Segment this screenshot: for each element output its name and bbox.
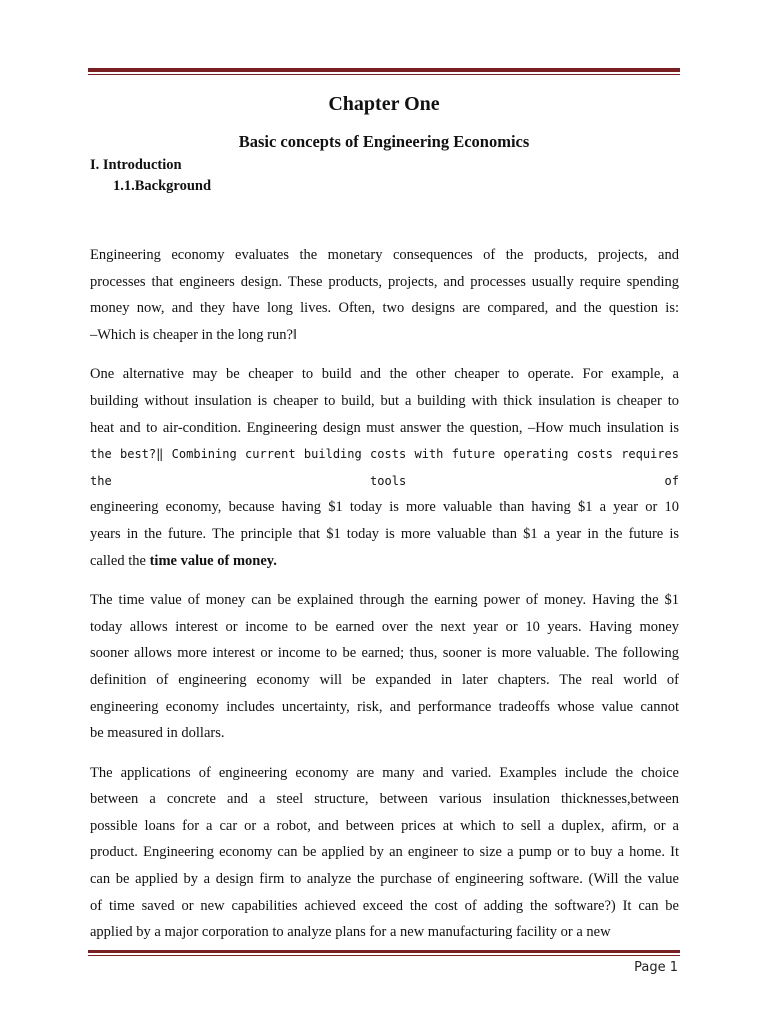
paragraph-line: Engineering economy evaluates the monetary consequences of the products, projects, and [90, 247, 679, 263]
paragraph-line: The applications of engineering economy are many and varied. Examples include the choice [90, 764, 679, 781]
emphasis-term: time value of money. [149, 552, 277, 569]
paragraph-line: definition of engineering economy will be expanded in later chapters. The real world of [90, 671, 679, 688]
paragraph-text: called the [90, 552, 150, 569]
footer-rule [88, 950, 680, 953]
paragraph-4 [90, 760, 679, 946]
paragraph-2 [90, 361, 679, 574]
paragraph-line: of time saved or new capabilities achieved exceed the cost of adding the software?) It can be [90, 897, 679, 914]
paragraph-line: –Which is cheaper in the long run?‖ [90, 326, 298, 343]
paragraph-line: money now, and they have long lives. Often, two designs are compared, and the question is: [90, 300, 679, 317]
paragraph-line-last [90, 548, 679, 575]
paragraph-line: sooner allows more interest or income to be earned; thus, sooner is more valuable. The following [90, 645, 679, 662]
footer-rule-thin [88, 955, 680, 956]
paragraph-line: product. Engineering economy can be applied by an engineer to size a pump or to buy a home. It [90, 844, 679, 861]
paragraph-line: possible loans for a car or a robot, and between prices at which to sell a duplex, afirm, or a [90, 817, 679, 834]
paragraph-line: One alternative may be cheaper to build and the other cheaper to operate. For example, a [90, 366, 679, 383]
paragraph-3 [90, 587, 679, 747]
header-rule-thin [88, 74, 680, 75]
header-rule [88, 68, 680, 72]
paragraph-line: can be applied by a design firm to analyze the purchase of engineering software. (Will the value [90, 871, 679, 888]
chapter-title: Chapter One [328, 93, 440, 115]
paragraph-line: building without insulation is cheaper to build, but a building with thick insulation is cheaper to [90, 392, 679, 409]
paragraph-line: engineering economy includes uncertainty, risk, and performance tradeoffs whose value cannot [90, 698, 679, 715]
paragraph-line: today allows interest or income to be earned over the next year or 10 years. Having money [90, 618, 679, 635]
paragraph-line: The time value of money can be explained through the earning power of money. Having the $1 [90, 592, 679, 609]
paragraph-line: heat and to air-condition. Engineering design must answer the question, –How much insulation is [90, 419, 679, 436]
paragraph-line: years in the future. The principle that $1 today is more valuable than $1 a year in the future is [90, 525, 679, 542]
section-heading: I. Introduction [90, 157, 182, 173]
paragraph-line: be measured in dollars. [90, 725, 225, 742]
paragraph-line: applied by a major corporation to analyze plans for a new manufacturing facility or a new [90, 924, 611, 941]
paragraph-1 [90, 242, 679, 348]
paragraph-line: between a concrete and a steel structure, between various insulation thicknesses,between [90, 791, 679, 808]
document-body [90, 242, 679, 959]
paragraph-line: engineering economy, because having $1 today is more valuable than having $1 a year or 10 [90, 499, 679, 516]
paragraph-line: processes that engineers design. These products, projects, and processes usually require spending [90, 273, 679, 290]
page-number: Page 1 [634, 960, 678, 975]
chapter-subtitle: Basic concepts of Engineering Economics [238, 132, 530, 151]
subsection-heading: 1.1.Background [113, 178, 212, 194]
paragraph-line: the best?‖ Combining current building costs with future operating costs requires the tools of [90, 447, 679, 488]
